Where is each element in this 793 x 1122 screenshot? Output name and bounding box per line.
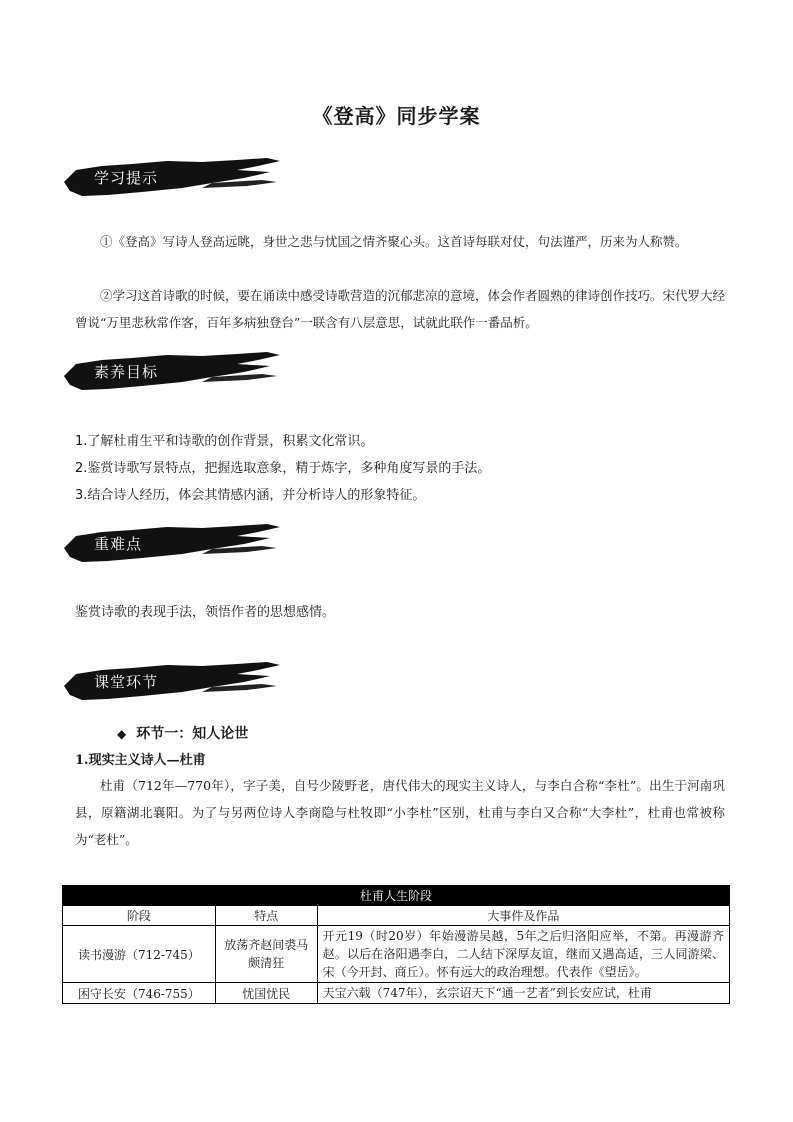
table-caption-row (63, 886, 730, 906)
feature-cell: 忧国忧民 (215, 983, 317, 1004)
section-heading: 重难点 (94, 535, 143, 553)
feature-cell: 放荡齐赵间裘马颇清狂 (215, 926, 317, 983)
column-header: 阶段 (63, 906, 216, 926)
table-row (63, 926, 730, 983)
column-header: 大事件及作品 (317, 906, 729, 926)
section-heading: 学习提示 (94, 169, 159, 187)
tip-paragraph: ②学习这首诗歌的时候，要在诵读中感受诗歌营造的沉郁悲凉的意境，体会作者圆熟的律诗创作技巧。宋代罗大经曾说“万里悲秋常作客，百年多病独登台”一联含有八层意思，试就此联作一番品析。 (75, 288, 726, 330)
goal-item: 3.结合诗人经历，体会其情感内涵，并分析诗人的形象特征。 (75, 488, 426, 503)
section-banner-goals (62, 352, 282, 392)
section-heading: 素养目标 (94, 363, 159, 381)
goal-item: 1.了解杜甫生平和诗歌的创作背景，积累文化常识。 (75, 434, 374, 449)
column-header: 特点 (215, 906, 317, 926)
document-title: 《登高》同步学案 (312, 104, 481, 128)
table-header-row (63, 906, 730, 926)
life-stages-table (62, 885, 730, 1004)
poet-subheading: 1.现实主义诗人—杜甫 (75, 753, 206, 768)
table-caption: 杜甫人生阶段 (63, 886, 730, 906)
events-cell: 开元19（时20岁）年始漫游吴越，5年之后归洛阳应举，不第。再漫游齐赵。以后在洛阳遇李白，二人结下深厚友谊，继而又遇高适，三人同游梁、宋（今开封、商丘）。怀有远大的政治理想。代表作《望岳》。 (317, 926, 729, 983)
step-label: 环节一：知人论世 (136, 726, 249, 742)
poet-bio: 杜甫（712年—770年），字子美，自号少陵野老，唐代伟大的现实主义诗人，与李白合称“李杜”。出生于河南巩县，原籍湖北襄阳。为了与另两位诗人李商隐与杜牧即“小李杜”区别，杜甫与李白又合称“大李杜”，杜甫也常被称为“老杜”。 (75, 778, 725, 847)
section-heading: 课堂环节 (94, 673, 159, 691)
goal-item: 2.鉴赏诗歌写景特点，把握选取意象，精于炼字，多种角度写景的手法。 (75, 461, 491, 476)
table-row (63, 983, 730, 1004)
events-cell: 天宝六载（747年），玄宗诏天下“通一艺者”到长安应试，杜甫 (317, 983, 729, 1004)
tip-paragraph: ①《登高》写诗人登高远眺，身世之悲与忧国之情齐聚心头。这首诗每联对仗，句法谨严，历来为人称赞。 (100, 234, 688, 249)
diamond-bullet-icon: ◆ (117, 727, 127, 741)
section-banner-classroom (62, 662, 282, 702)
step-heading (117, 723, 248, 743)
stage-cell: 困守长安（746-755） (63, 983, 216, 1004)
keypoints-text: 鉴赏诗歌的表现手法，领悟作者的思想感情。 (75, 605, 336, 620)
stage-cell: 读书漫游（712-745） (63, 926, 216, 983)
section-banner-keypoints (62, 524, 282, 564)
section-banner-tips (62, 158, 282, 198)
